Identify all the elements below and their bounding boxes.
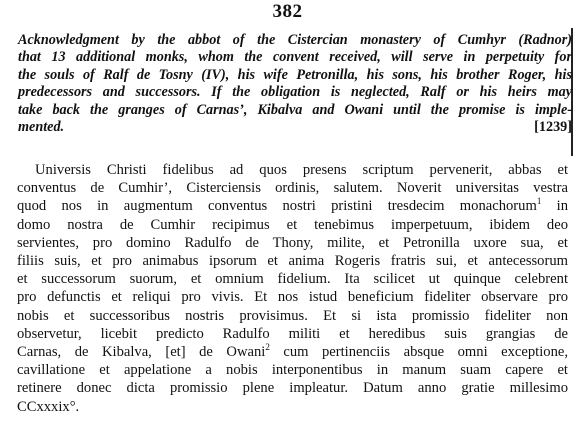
- document-number: 382: [272, 1, 303, 22]
- document-date: [1239]: [534, 119, 572, 136]
- body-line: pro defunctis et reliqui pro vivis. Et nos istud beneficium fideliter observare pro: [17, 289, 568, 306]
- abstract-line: take back the granges of Carnas’, Kibalva and Owani until the promise is imple-: [18, 101, 572, 118]
- body-line: conventus de Cumhir’, Cisterciensis ordinis, salutem. Noverit universitas vestra: [17, 180, 568, 197]
- footnote-marker: 2: [265, 342, 270, 353]
- body-line: domo nostra de Cumhir recipimus et tenebimus imperpetuum, ibidem deo: [17, 216, 568, 233]
- abstract-line: that 13 additional monks, whom the convent received, will serve in perpetuity for: [18, 49, 572, 66]
- footnote-marker: 1: [536, 196, 542, 207]
- abstract-line: predecessors and successors. If the obligation is neglected, Ralf or his heirs may: [18, 84, 572, 101]
- body-line: CCxxxix°.: [17, 398, 80, 415]
- abstract-line: the souls of Ralf de Tosny (IV), his wife Petronilla, his sons, his brother Roger, his: [18, 66, 572, 83]
- body-line: retinere donec dicta promissio plene impleatur. Datum anno gratie millesimo: [17, 380, 568, 397]
- body-line-with-note: [17, 197, 568, 215]
- body-line: filiis suis, et pro animabus ipsorum et anima Rogeris fratris sui, et antecessorum: [17, 253, 568, 270]
- abstract-line: Acknowledgment by the abbot of the Cistercian monastery of Cumhyr (Radnor): [18, 32, 572, 48]
- body-line: quod nos in augmentum conventus nostri pristini tresdecim monachorum: [17, 198, 537, 215]
- body-line-tail: cum pertinenciis absque omni exceptione,: [269, 344, 569, 361]
- body-line-tail: in: [541, 198, 569, 215]
- body-line: servientes, pro domino Radulfo de Thony, milite, et Petronilla uxore sua, et: [17, 234, 568, 251]
- charter-text: [17, 161, 568, 416]
- body-line: Carnas, de Kibalva, [et] de Owani: [17, 344, 266, 361]
- body-line: et successorum suorum, et omnium fidelium. Ita scilicet ut quinque celebrent: [17, 271, 568, 288]
- document-abstract: [18, 32, 572, 136]
- body-line: observetur, licebit predicto Radulfo militi et heredibus suis grangias de: [17, 325, 568, 342]
- body-line-with-note: [17, 343, 568, 361]
- body-line: Universis Christi fidelibus ad quos presens scriptum pervenerit, abbas et: [35, 162, 568, 178]
- body-line: cavillatione et appelatione a nobis interponentibus in manum suam capere et: [17, 362, 568, 379]
- abstract-last-line: [18, 119, 572, 136]
- abstract-line: mented.: [18, 119, 65, 136]
- body-line: nobis et successoribus nostris provisimus. Et si ista promissio fideliter non: [17, 307, 568, 324]
